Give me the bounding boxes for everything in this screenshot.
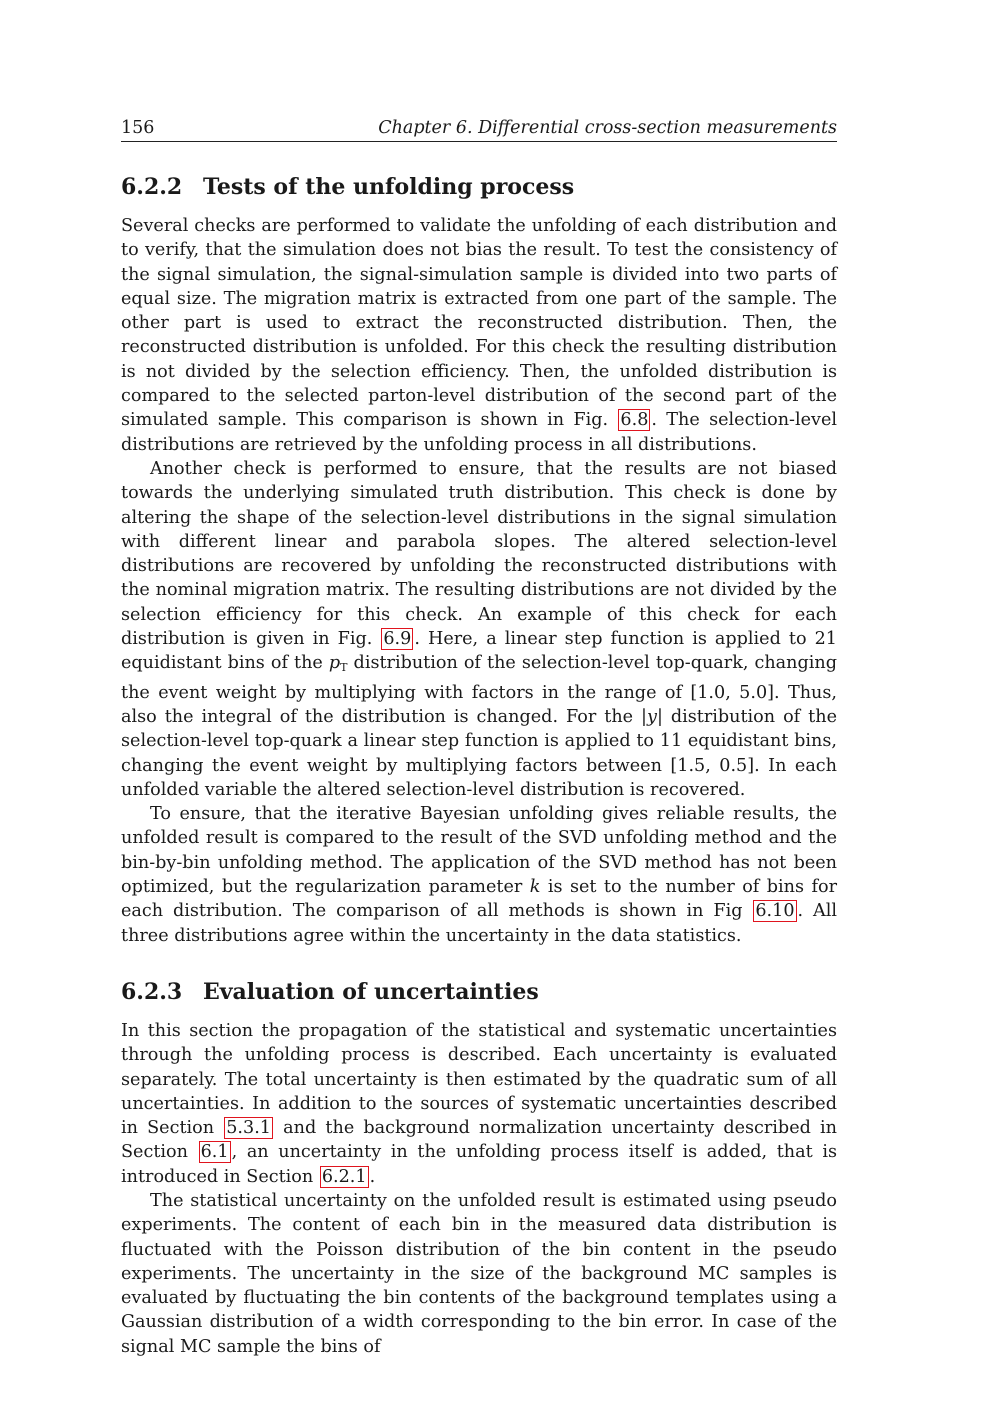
section-heading-6-2-3 <box>121 979 837 1005</box>
section-title: Evaluation of uncertainties <box>203 978 539 1005</box>
text-run: . The selection-level distributions are retrieved by the unfolding process in all distributions. <box>121 410 838 455</box>
pt-letter: p <box>328 653 341 674</box>
k-symbol: k <box>529 877 541 898</box>
page-number: 156 <box>121 118 155 138</box>
pt-symbol <box>329 653 348 673</box>
section-title: Tests of the unfolding process <box>203 174 575 200</box>
text-run: In this section the propagation of the statistical and systematic uncertainties through the unfolding process is described. Each uncertainty is evaluated separately. The total uncertainty is then estimated by the quadratic sum of all uncertainties. In addition to the sources of systematic uncertainties described in Section <box>121 1020 837 1139</box>
text-run: , an uncertainty in the unfolding process itself is added, that is introduced in Section <box>121 1142 837 1187</box>
text-run: Another check is performed to ensure, that the results are not biased towards the underlying simulated truth distribution. This check is done by altering the shape of the selection-level distributions in the signal simulation with different linear and parabola slopes. The altered selection-level distributions are recovered by unfolding the reconstructed distributions with the nominal migration matrix. The resulting distributions are not divided by the selection efficiency for this check. An example of this check for each distribution is given in Fig. <box>121 458 837 650</box>
section-link-6-2-1[interactable]: 6.2.1 <box>321 1166 367 1187</box>
text-run: . <box>369 1166 376 1187</box>
paragraph-statistical-uncertainty <box>121 1189 837 1359</box>
chapter-title: Chapter 6. Differential cross-section measurements <box>378 118 837 138</box>
section-link-5-3-1[interactable]: 5.3.1 <box>226 1118 272 1139</box>
y-symbol: y <box>646 706 657 727</box>
text-run: is set to the number of bins for each distribution. The comparison of all methods is shown in Fig <box>121 877 837 922</box>
figure-link-6-8[interactable]: 6.8 <box>620 410 649 431</box>
section-link-6-1[interactable]: 6.1 <box>200 1142 229 1163</box>
text-run: . All three distributions agree within the uncertainty in the data statistics. <box>121 901 837 946</box>
page <box>121 118 837 1359</box>
section-number: 6.2.3 <box>121 978 183 1005</box>
paragraph-unfolding-checks <box>121 214 837 457</box>
text-run: | distribution of the selection-level top-quark a linear step function is applied to 11 equidistant bins, changing the event weight by multiplying factors between [1.5, 0.5]. In each unfolded variable the altered selection-level distribution is recovered. <box>121 706 837 800</box>
paragraph-bias-check <box>121 457 837 802</box>
section-heading-6-2-2 <box>121 174 837 200</box>
paragraph-method-comparison <box>121 802 837 948</box>
section-number: 6.2.2 <box>121 174 183 200</box>
figure-link-6-10[interactable]: 6.10 <box>755 901 795 922</box>
running-head <box>121 118 837 142</box>
text-run: . Here, a linear step function is applied to 21 equidistant bins of the <box>121 629 837 674</box>
paragraph-uncertainty-propagation <box>121 1019 837 1189</box>
text-run: distribution of the selection-level top-quark, changing the event weight by multiplying with factors in the range of [1.0, 5.0]. Thus, also the integral of the distribution is changed. For the | <box>121 653 837 727</box>
pt-subscript: T <box>340 661 348 675</box>
text-run: and the background normalization uncertainty described in Section <box>121 1118 837 1163</box>
text-run: The statistical uncertainty on the unfolded result is estimated using pseudo experiments. The content of each bin in the measured data distribution is fluctuated with the Poisson distribution of the bin content in the pseudo experiments. The uncertainty in the size of the background MC samples is evaluated by fluctuating the bin contents of the background templates using a Gaussian distribution of a width corresponding to the bin error. In case of the signal MC sample the bins of <box>121 1190 837 1357</box>
figure-link-6-9[interactable]: 6.9 <box>383 629 412 650</box>
text-run: Several checks are performed to validate the unfolding of each distribution and to verify, that the simulation does not bias the result. To test the consistency of the signal simulation, the signal-simulation sample is divided into two parts of equal size. The migration matrix is extracted from one part of the sample. The other part is used to extract the reconstructed distribution. Then, the reconstructed distribution is unfolded. For this check the resulting distribution is not divided by the selection efficiency. Then, the unfolded distribution is compared to the selected parton-level distribution of the second part of the simulated sample. This comparison is shown in Fig. <box>121 216 837 431</box>
text-run: To ensure, that the iterative Bayesian unfolding gives reliable results, the unfolded result is compared to the result of the SVD unfolding method and the bin-by-bin unfolding method. The application of the SVD method has not been optimized, but the regularization parameter <box>121 804 837 898</box>
